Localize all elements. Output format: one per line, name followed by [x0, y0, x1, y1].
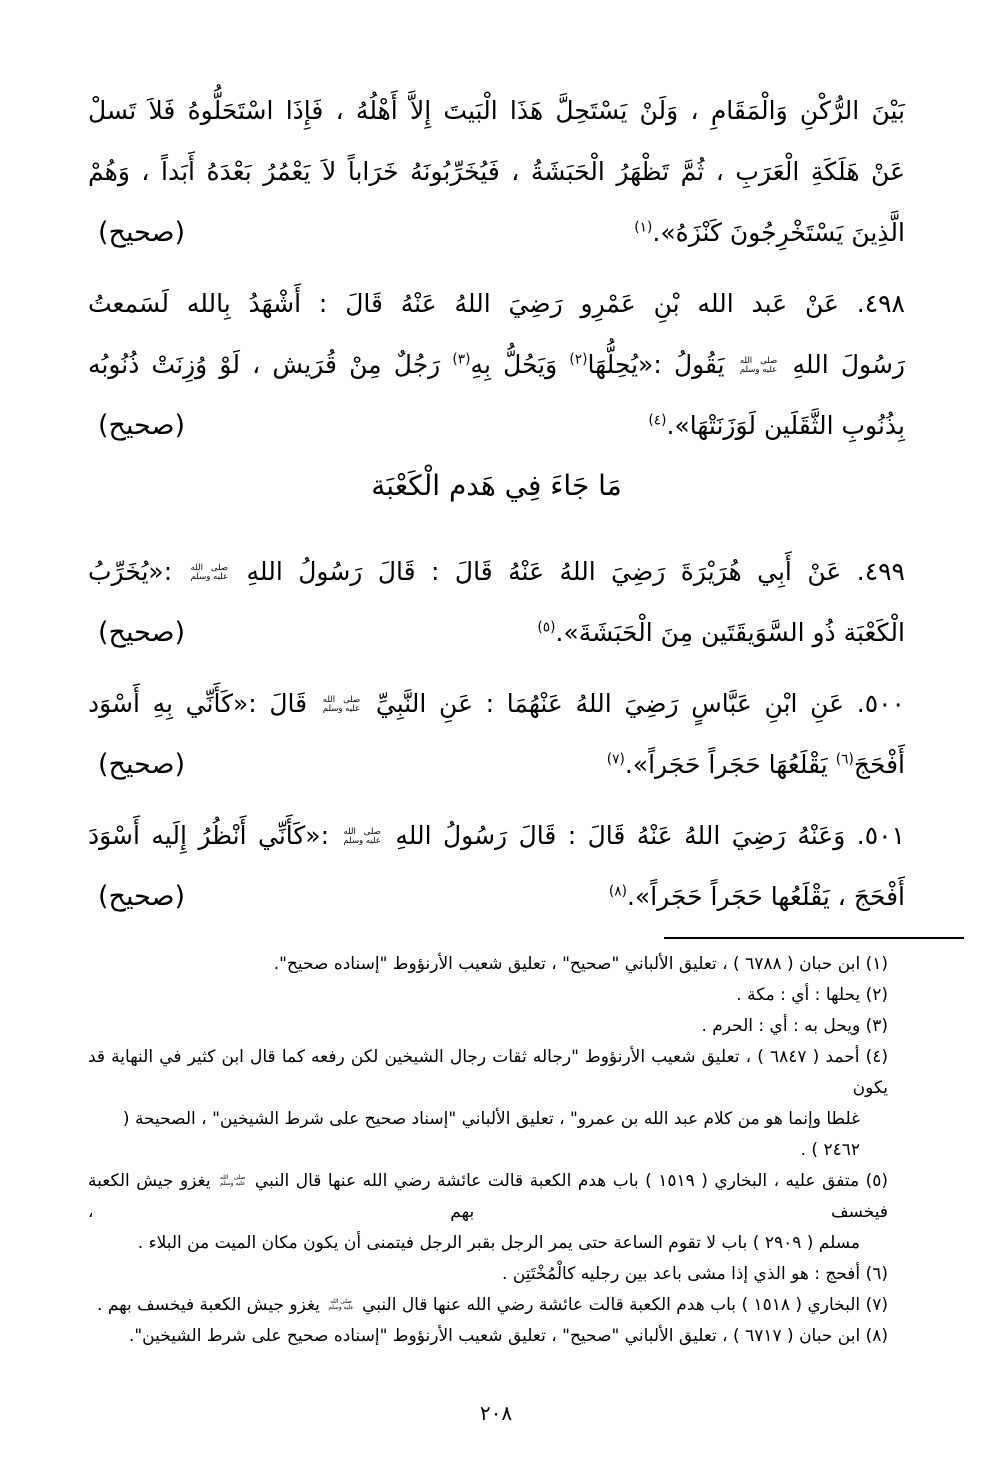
hadith-paragraph: [88, 541, 905, 663]
footnote-separator-rule: [664, 937, 964, 939]
hadith-last-line: [88, 202, 905, 263]
hadith-last-line: [88, 395, 905, 456]
pbuh-ligature: صلى الله عليه وسلم: [343, 827, 381, 846]
footnote-ref: (٢): [569, 351, 588, 368]
footnote-marker: (٦): [860, 1264, 888, 1284]
footnote-ref: (٥): [537, 619, 556, 636]
hadith-block-before-heading: [88, 80, 905, 456]
hadith-text: أَفْحَجَ$^{(٦)}$ يَقْلَعُهَا حَجَراً حَجَراً».$^{(٧)}$: [606, 750, 905, 779]
hadith-line: ٤٩٨. عَنْ عَبد الله بْنِ عَمْرِو رَضِيَ اللهُ عَنْهُ قَالَ : أَشْهَدُ بِالله لَسَمعتُ: [88, 289, 905, 318]
grade-badge: (صحيح): [98, 217, 185, 248]
footnotes-section: [88, 949, 888, 1352]
hadith-text: الْكَعْبَة ذُو السَّوَيقَتَين مِنَ الْحَبَشَةَ».$^{(٥)}$: [537, 618, 905, 647]
grade-badge: (صحيح): [98, 749, 185, 780]
footnote-ref: (٤): [648, 412, 667, 429]
footnote-marker: (٧): [860, 1295, 888, 1315]
footnote-line: (٨) ابن حبان ( ٦٧١٧ ) ، تعليق الألباني "صحيح" ، تعليق شعيب الأرنؤوط "إسناده صحيح على شرط الشيخين".: [128, 1326, 888, 1346]
footnote-ref: (٣): [452, 351, 471, 368]
hadith-last-line: [88, 734, 905, 795]
hadith-line: عَنْ هَلَكَةِ الْعَرَبِ ، ثُمَّ تَظْهَرُ الْحَبَشَةُ ، فَيُخَرِّبُونَهُ خَرَاباً لاَ يَعْمُرُ بَعْدَهُ أَبَداً ، وَهُمْ: [88, 157, 905, 186]
footnote: [88, 1259, 888, 1290]
footnote: [88, 1290, 888, 1321]
footnote-ref: (٧): [606, 751, 625, 768]
footnote-line: (٦) أفحج : هو الذي إذا مشى باعد بين رجليه كالْمُخْتَتِن .: [502, 1264, 888, 1284]
hadith-text: بِذُنُوبِ الثَّقَلَين لَوَزَنَتْهَا».$^{(٤)}$: [648, 411, 905, 440]
footnote-ref: (١): [634, 219, 653, 236]
hadith-text: أَفْحَجَ ، يَقْلَعُها حَجَراً حَجَراً».$^{(٨)}$: [608, 882, 905, 911]
page-number: ٢٠٨: [479, 1401, 513, 1425]
footnote: [88, 1011, 888, 1042]
footnote: [88, 1166, 888, 1259]
book-page: [0, 80, 992, 1483]
footnote-line: غلطا وإنما هو من كلام عبد الله بن عمرو" ، تعليق الألباني "إسناد صحيح على شرط الشيخين" ، الصحيحة ( ٢٤٦٢ ) .: [122, 1109, 860, 1160]
hadith-line: رَسُولَ اللهِ صلى الله عليه وسلم يَقُولُ :«يُحِلُّهَا$^{(٢)}$ وَيَحُلُّ بِهِ$^{(٣)}$ رَجُلٌ مِنْ قُرَيش ، لَوْ وُزِنَتْ ذُنُوبُه: [88, 350, 905, 379]
footnote-ref: (٦): [835, 751, 854, 768]
footnote: [88, 949, 888, 980]
hadith-paragraph: [88, 673, 905, 795]
hadith-paragraph: [88, 80, 905, 263]
hadith-line: ٤٩٩. عَنْ أَبِي هُرَيْرَةَ رَضِيَ اللهُ عَنْهُ قَالَ : قَالَ رَسُولُ اللهِ صلى الله عليه وسلم :«يُخَرِّبُ: [88, 557, 905, 586]
footnote: [88, 980, 888, 1011]
footnote-line: (٧) البخاري ( ١٥١٨ ) باب هدم الكعبة قالت عائشة رضي الله عنها قال النبي صلى الله عليه وسلم يغزو جيش الكعبة فيخسف بهم .: [97, 1295, 888, 1315]
footnote-line: (٤) أحمد ( ٦٨٤٧ ) ، تعليق شعيب الأرنؤوط "رجاله ثقات رجال الشيخين لكن رفعه كما قال ابن كثير في النهاية قد يكون: [88, 1047, 888, 1098]
hadith-line: ٥٠١. وَعَنْهُ رَضِيَ اللهُ عَنْهُ قَالَ : قَالَ رَسُولُ اللهِ صلى الله عليه وسلم :«كَأَنِّي أَنْظُرُ إِلَيه أَسْوَدَ: [88, 821, 905, 850]
pbuh-ligature: صلى الله عليه وسلم: [322, 695, 361, 714]
footnote-marker: (١): [860, 954, 888, 974]
footnote-line: (٥) متفق عليه ، البخاري ( ١٥١٩ ) باب هدم الكعبة قالت عائشة رضي الله عنها قال النبي صلى الله عليه وسلم يغزو جيش الكعبة فيخسف بهم ،: [88, 1171, 888, 1222]
footnote-line: (٣) ويحل به : أي : الحرم .: [701, 1016, 888, 1036]
footnote-marker: (٣): [860, 1016, 888, 1036]
hadith-last-line: [88, 866, 905, 927]
hadith-block-after-heading: [88, 541, 905, 927]
pbuh-ligature: صلى الله عليه وسلم: [190, 563, 229, 582]
grade-badge: (صحيح): [98, 617, 185, 648]
footnote: [88, 1042, 888, 1166]
hadith-text: الَّذِينَ يَسْتَخْرِجُونَ كَنْزَهُ».$^{(١)}$: [634, 218, 905, 247]
pbuh-ligature: صلى الله عليه وسلم: [220, 1174, 246, 1187]
pbuh-ligature: صلى الله عليه وسلم: [328, 1298, 354, 1311]
footnote-marker: (٢): [860, 985, 888, 1005]
main-text: [88, 80, 905, 927]
footnote-line: مسلم ( ٢٩٠٩ ) باب لا تقوم الساعة حتى يمر الرجل بقبر الرجل فيتمنى أن يكون مكان الميت من البلاء .: [137, 1233, 860, 1253]
hadith-paragraph: [88, 805, 905, 927]
footnote-marker: (٤): [859, 1047, 888, 1067]
footnote: [88, 1321, 888, 1352]
footnote-ref: (٨): [608, 883, 627, 900]
hadith-line: ٥٠٠. عَنِ ابْنِ عَبَّاسٍ رَضِيَ اللهُ عَنْهُمَا : عَنِ النَّبِيِّ صلى الله عليه وسلم قَالَ :«كَأَنِّي بِهِ أَسْوَد: [88, 689, 905, 718]
hadith-last-line: [88, 602, 905, 663]
grade-badge: (صحيح): [98, 410, 185, 441]
section-heading: مَا جَاءَ فِي هَدم الْكَعْبَة: [371, 469, 622, 502]
footnote-line: (٢) يحلها : أي : مكة .: [736, 985, 888, 1005]
footnote-marker: (٥): [859, 1171, 888, 1191]
pbuh-ligature: صلى الله عليه وسلم: [739, 356, 778, 375]
footnote-line: (١) ابن حبان ( ٦٧٨٨ ) ، تعليق الألباني "صحيح" ، تعليق شعيب الأرنؤوط "إسناده صحيح".: [273, 954, 888, 974]
hadith-line: بَيْنَ الرُّكْنِ وَالْمَقَامِ ، وَلَنْ يَسْتَحِلَّ هَذَا الْبَيتَ إِلاَّ أَهْلُهُ ، فَإِذَا اسْتَحَلُّوهُ فَلاَ تَسلْ: [88, 96, 905, 125]
footnote-marker: (٨): [860, 1326, 888, 1346]
hadith-paragraph: [88, 273, 905, 456]
grade-badge: (صحيح): [98, 881, 185, 912]
